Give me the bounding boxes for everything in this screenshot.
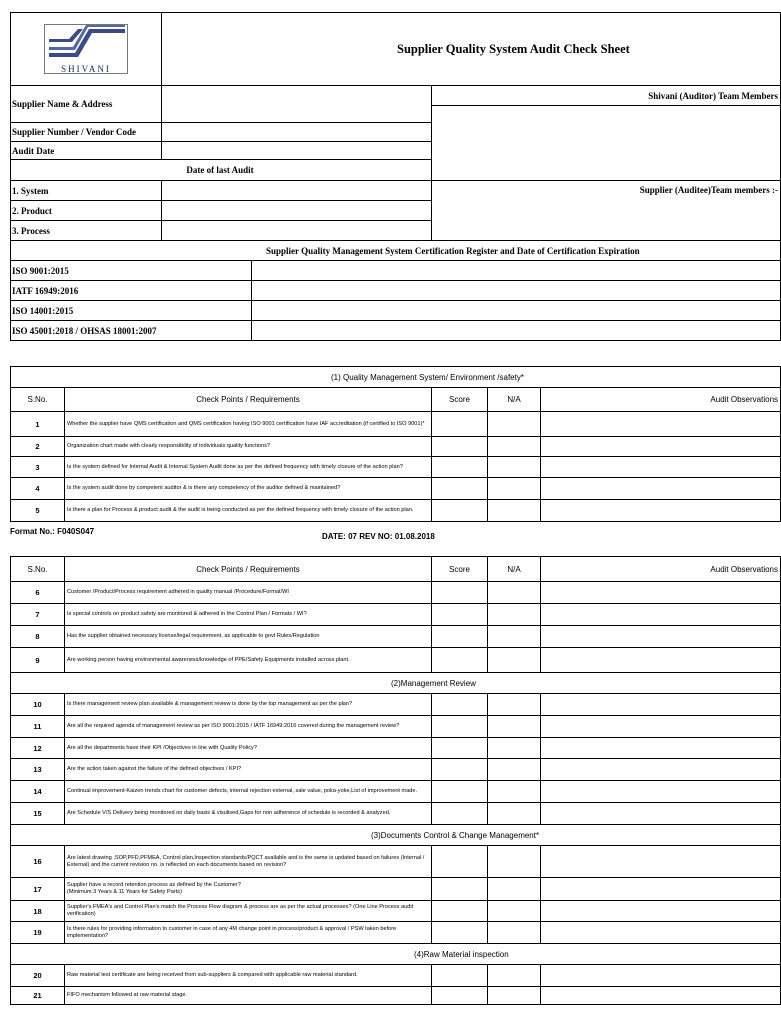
col-checkpoints: Check Points / Requirements bbox=[65, 557, 432, 582]
checkpoint-text: Are the action taken against the failure of the defined objectives / KPI? bbox=[65, 759, 432, 781]
section-2-title: (2)Management Review bbox=[11, 673, 781, 694]
last-audit-product-field[interactable] bbox=[162, 201, 432, 221]
date-revision: DATE: 07 REV NO: 01.08.2018 bbox=[322, 532, 435, 541]
row-number: 2 bbox=[11, 437, 65, 457]
cert-iso9001-label: ISO 9001:2015 bbox=[11, 261, 252, 281]
score-cell[interactable] bbox=[432, 648, 488, 673]
score-cell[interactable] bbox=[432, 846, 488, 878]
col-sno: S.No. bbox=[11, 557, 65, 582]
score-cell[interactable] bbox=[432, 437, 488, 457]
checkpoint-text: Is the system defined for Internal Audit & Internal System Audit done as per the defined frequency with timely closure of the action plan? bbox=[65, 457, 432, 478]
cert-iso14001-field[interactable] bbox=[252, 301, 781, 321]
score-cell[interactable] bbox=[432, 716, 488, 738]
checkpoint-text: Has the supplier obtained necessary license/legal requirement, as applicable to govt Rules/Regulation bbox=[65, 626, 432, 648]
score-cell[interactable] bbox=[432, 478, 488, 500]
checkpoint-text: Are all the departments have their KPI /Objectives in line with Quality Policy? bbox=[65, 738, 432, 759]
observation-cell[interactable] bbox=[541, 922, 781, 944]
col-na: N/A bbox=[488, 388, 541, 412]
na-cell[interactable] bbox=[488, 437, 541, 457]
row-number: 14 bbox=[11, 781, 65, 803]
observation-cell[interactable] bbox=[541, 803, 781, 825]
na-cell[interactable] bbox=[488, 901, 541, 922]
row-number: 6 bbox=[11, 582, 65, 604]
row-number: 13 bbox=[11, 759, 65, 781]
na-cell[interactable] bbox=[488, 478, 541, 500]
col-score: Score bbox=[432, 557, 488, 582]
na-cell[interactable] bbox=[488, 965, 541, 987]
na-cell[interactable] bbox=[488, 604, 541, 626]
col-sno: S.No. bbox=[11, 388, 65, 412]
na-cell[interactable] bbox=[488, 846, 541, 878]
row-number: 17 bbox=[11, 878, 65, 901]
observation-cell[interactable] bbox=[541, 987, 781, 1005]
score-cell[interactable] bbox=[432, 803, 488, 825]
score-cell[interactable] bbox=[432, 626, 488, 648]
observation-cell[interactable] bbox=[541, 846, 781, 878]
row-number: 4 bbox=[11, 478, 65, 500]
observation-cell[interactable] bbox=[541, 582, 781, 604]
observation-cell[interactable] bbox=[541, 648, 781, 673]
observation-cell[interactable] bbox=[541, 694, 781, 716]
last-audit-system-field[interactable] bbox=[162, 181, 432, 201]
col-score: Score bbox=[432, 388, 488, 412]
row-number: 19 bbox=[11, 922, 65, 944]
cert-register-label: Supplier Quality Management System Certification Register and Date of Certification Expiration bbox=[11, 241, 781, 261]
auditee-team-label: Supplier (Auditee)Team members :- bbox=[432, 181, 781, 241]
na-cell[interactable] bbox=[488, 412, 541, 437]
supplier-name-label: Supplier Name & Address bbox=[11, 86, 162, 123]
row-number: 8 bbox=[11, 626, 65, 648]
observation-cell[interactable] bbox=[541, 716, 781, 738]
section-1-title: (1) Quality Management System/ Environment /safety* bbox=[11, 367, 781, 388]
observation-cell[interactable] bbox=[541, 781, 781, 803]
checkpoint-text: Raw material test certificate are being received from sub-suppliers & compared with applicable raw material standard. bbox=[65, 965, 432, 987]
score-cell[interactable] bbox=[432, 457, 488, 478]
format-number: Format No.: F040S047 bbox=[10, 527, 95, 536]
checkpoint-text: Are all the required agenda of management review as per ISO 9001:2015 / IATF 16949:2016 covered during the management review? bbox=[65, 716, 432, 738]
checkpoint-text: Organization chart made with clearly responsibility of individuals quality functions? bbox=[65, 437, 432, 457]
na-cell[interactable] bbox=[488, 987, 541, 1005]
na-cell[interactable] bbox=[488, 922, 541, 944]
score-cell[interactable] bbox=[432, 965, 488, 987]
observation-cell[interactable] bbox=[541, 759, 781, 781]
row-number: 15 bbox=[11, 803, 65, 825]
score-cell[interactable] bbox=[432, 694, 488, 716]
supplier-name-field[interactable] bbox=[162, 86, 432, 123]
checklist-table-2 bbox=[10, 556, 781, 1005]
logo-cell bbox=[11, 13, 162, 86]
logo-text: SHIVANI bbox=[61, 64, 111, 74]
last-audit-system-label: 1. System bbox=[11, 181, 162, 201]
cert-iso45001-label: ISO 45001:2018 / OHSAS 18001:2007 bbox=[11, 321, 252, 341]
checkpoint-text: Is the system audit done by competent auditor & is there any competency of the auditor defined & maintained? bbox=[65, 478, 432, 500]
supplier-number-label: Supplier Number / Vendor Code bbox=[11, 123, 162, 142]
score-cell[interactable] bbox=[432, 922, 488, 944]
page-title: Supplier Quality System Audit Check Sheet bbox=[162, 13, 781, 86]
observation-cell[interactable] bbox=[541, 738, 781, 759]
score-cell[interactable] bbox=[432, 738, 488, 759]
score-cell[interactable] bbox=[432, 781, 488, 803]
logo-mark-icon bbox=[45, 25, 127, 59]
score-cell[interactable] bbox=[432, 604, 488, 626]
row-number: 3 bbox=[11, 457, 65, 478]
checkpoint-text: Supplier have a record retention process as defined by the Customer? (Minimum 3 Years & 11 Years for Safety Parts) bbox=[65, 878, 432, 901]
na-cell[interactable] bbox=[488, 648, 541, 673]
score-cell[interactable] bbox=[432, 901, 488, 922]
col-na: N/A bbox=[488, 557, 541, 582]
last-audit-process-label: 3. Process bbox=[11, 221, 162, 241]
row-number: 12 bbox=[11, 738, 65, 759]
auditor-team-field[interactable] bbox=[432, 106, 781, 181]
checkpoint-text: Supplier's FMEA's and Control Plan's match the Process Flow diagram & process are as per the actual processes? (One Line Process audit verification) bbox=[65, 901, 432, 922]
na-cell[interactable] bbox=[488, 457, 541, 478]
observation-cell[interactable] bbox=[541, 478, 781, 500]
score-cell[interactable] bbox=[432, 987, 488, 1005]
cert-iatf-label: IATF 16949:2016 bbox=[11, 281, 252, 301]
score-cell[interactable] bbox=[432, 759, 488, 781]
checkpoint-text: Is there a plan for Process & product audit & the audit is being conducted as per the defined frequency with timely closure of the action plan. bbox=[65, 500, 432, 522]
cert-iatf-field[interactable] bbox=[252, 281, 781, 301]
na-cell[interactable] bbox=[488, 500, 541, 522]
score-cell[interactable] bbox=[432, 878, 488, 901]
row-number: 21 bbox=[11, 987, 65, 1005]
observation-cell[interactable] bbox=[541, 901, 781, 922]
audit-date-label: Audit Date bbox=[11, 142, 162, 160]
shivani-logo bbox=[44, 24, 128, 74]
col-observations: Audit Observations bbox=[541, 388, 781, 412]
na-cell[interactable] bbox=[488, 759, 541, 781]
observation-cell[interactable] bbox=[541, 437, 781, 457]
score-cell[interactable] bbox=[432, 500, 488, 522]
row-number: 11 bbox=[11, 716, 65, 738]
na-cell[interactable] bbox=[488, 803, 541, 825]
cert-iso9001-field[interactable] bbox=[252, 261, 781, 281]
observation-cell[interactable] bbox=[541, 457, 781, 478]
checkpoint-text: Is there rules for providing information to customer in case of any 4M change point in process/product & approval / PSW taken before implementation? bbox=[65, 922, 432, 944]
col-observations: Audit Observations bbox=[541, 557, 781, 582]
cert-iso45001-field[interactable] bbox=[252, 321, 781, 341]
audit-header-table bbox=[10, 12, 781, 341]
checkpoint-text: Are Schedule V/S Delivery being monitored on daily basis & visulised,Gaps for non adherence of schedule is recorded & analyzed. bbox=[65, 803, 432, 825]
na-cell[interactable] bbox=[488, 781, 541, 803]
na-cell[interactable] bbox=[488, 738, 541, 759]
observation-cell[interactable] bbox=[541, 412, 781, 437]
last-audit-product-label: 2. Product bbox=[11, 201, 162, 221]
checklist-table-1 bbox=[10, 366, 781, 522]
col-checkpoints: Check Points / Requirements bbox=[65, 388, 432, 412]
supplier-number-field[interactable] bbox=[162, 123, 432, 142]
section-3-title: (3)Documents Control & Change Management* bbox=[11, 825, 781, 846]
section-4-title: (4)Raw Material inspection bbox=[11, 944, 781, 965]
na-cell[interactable] bbox=[488, 716, 541, 738]
observation-cell[interactable] bbox=[541, 965, 781, 987]
score-cell[interactable] bbox=[432, 412, 488, 437]
last-audit-process-field[interactable] bbox=[162, 221, 432, 241]
cert-iso14001-label: ISO 14001:2015 bbox=[11, 301, 252, 321]
na-cell[interactable] bbox=[488, 582, 541, 604]
row-number: 9 bbox=[11, 648, 65, 673]
observation-cell[interactable] bbox=[541, 500, 781, 522]
observation-cell[interactable] bbox=[541, 604, 781, 626]
row-number: 5 bbox=[11, 500, 65, 522]
checkpoint-text: Are working person having environmental awareness/knowledge of PPE/Safety Equipments installed across plant. bbox=[65, 648, 432, 673]
row-number: 20 bbox=[11, 965, 65, 987]
na-cell[interactable] bbox=[488, 694, 541, 716]
row-number: 1 bbox=[11, 412, 65, 437]
row-number: 10 bbox=[11, 694, 65, 716]
row-number: 16 bbox=[11, 846, 65, 878]
audit-date-field[interactable] bbox=[162, 142, 432, 160]
checkpoint-text: Is there management review plan available & management review is done by the top management as per the plan? bbox=[65, 694, 432, 716]
auditor-team-label: Shivani (Auditor) Team Members bbox=[432, 86, 781, 106]
na-cell[interactable] bbox=[488, 878, 541, 901]
checkpoint-text: Continual improvement-Kaizen trends chart for customer defects, internal rejection external, sale value, poka-yoke,List of improvement made. bbox=[65, 781, 432, 803]
checkpoint-text: Whether the supplier have QMS certification and QMS certification having ISO 9001 certification have IAF accreditation (if certified to ISO 9001)* bbox=[65, 412, 432, 437]
row-number: 7 bbox=[11, 604, 65, 626]
checkpoint-text: Customer /Product/Process requirement adhered in quality manual /Procedure/Format/WI bbox=[65, 582, 432, 604]
checkpoint-text: Are latest drawing ,SOP,PFD,PFMEA, Control plan,Inspection standards/PQCT available and is the same is updated based on failures (Internal / External) and the current revision no. is reflected on each documents based on revision? bbox=[65, 846, 432, 878]
score-cell[interactable] bbox=[432, 582, 488, 604]
row-number: 18 bbox=[11, 901, 65, 922]
checkpoint-text: Is special controls on product safety are monitored & adhered in the Control Plan / Formats / WI? bbox=[65, 604, 432, 626]
na-cell[interactable] bbox=[488, 626, 541, 648]
last-audit-label: Date of last Audit bbox=[11, 160, 432, 181]
observation-cell[interactable] bbox=[541, 878, 781, 901]
observation-cell[interactable] bbox=[541, 626, 781, 648]
checkpoint-text: FIFO mechanism followed at raw material stage. bbox=[65, 987, 432, 1005]
